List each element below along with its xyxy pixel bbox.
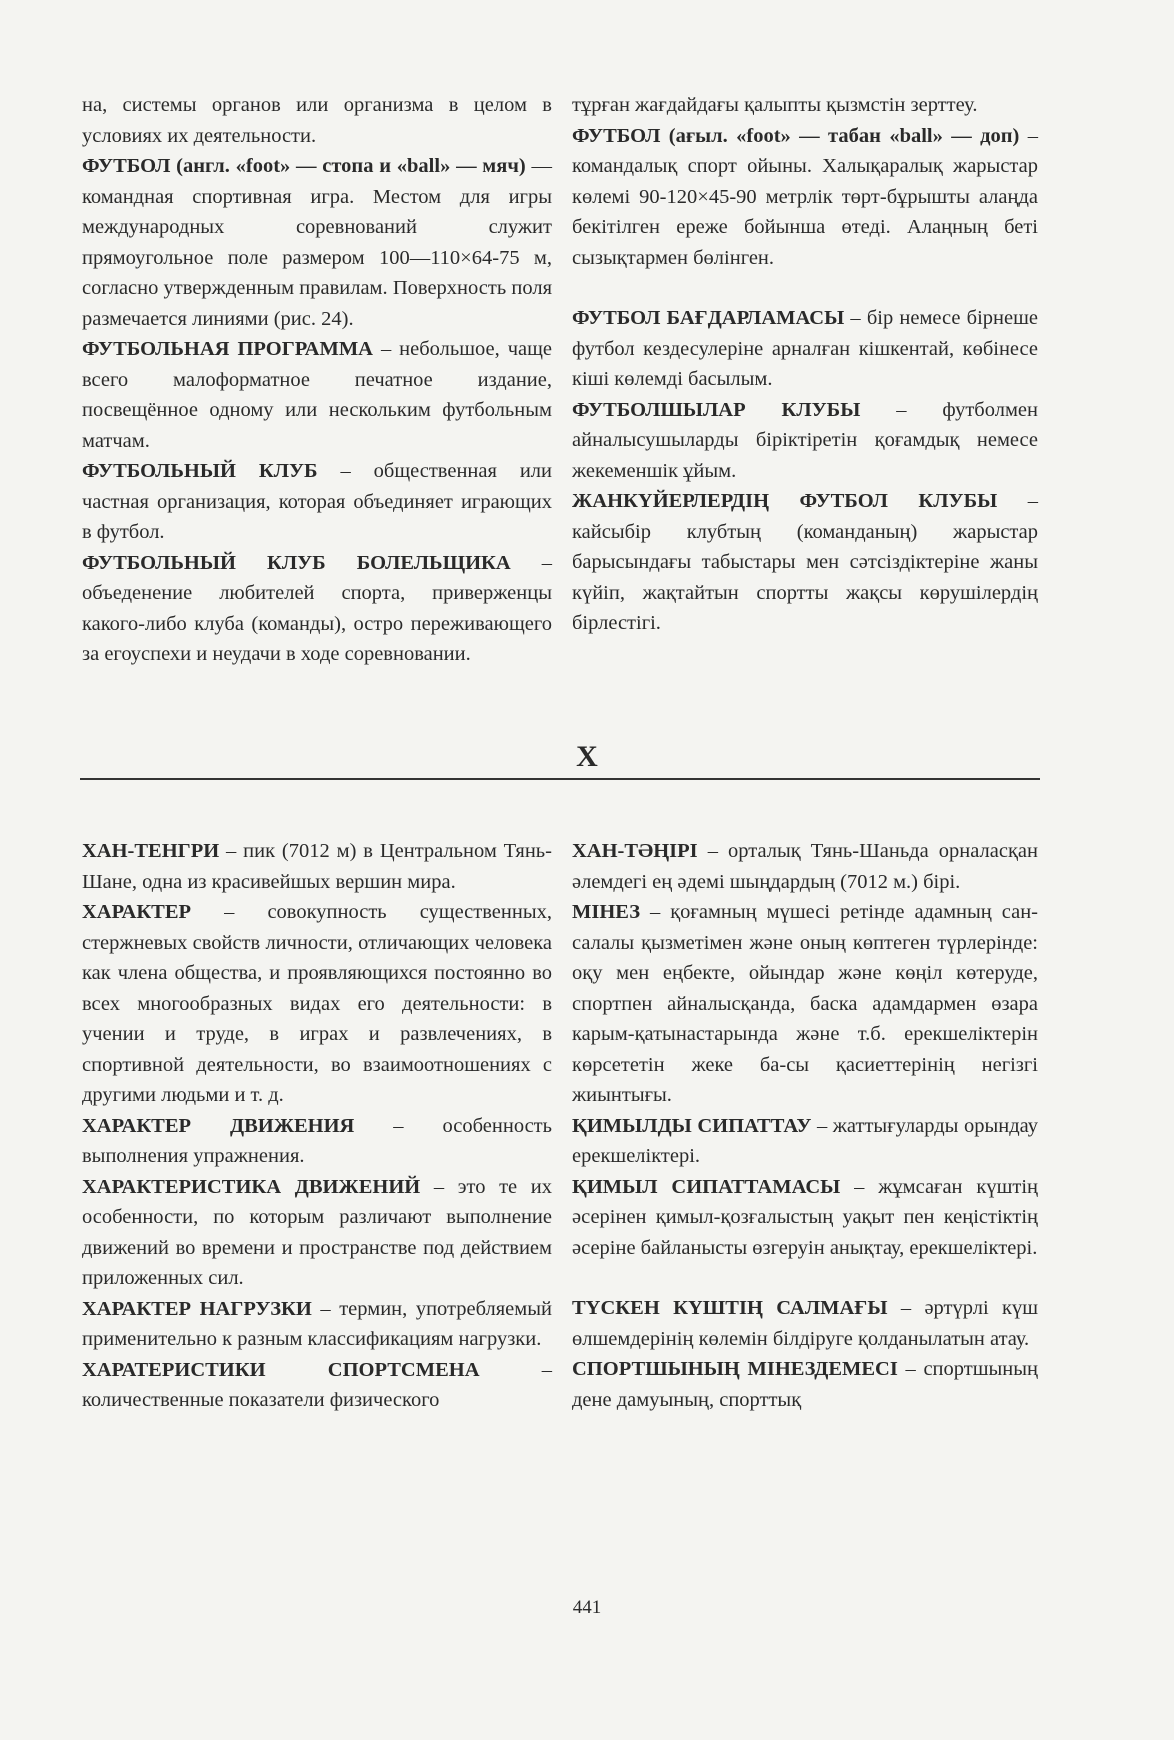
dictionary-entry <box>572 836 1038 897</box>
entry-term: ФУТБОЛ БАҒДАРЛАМАСЫ <box>572 307 845 329</box>
page-number: 441 <box>572 1597 602 1618</box>
entry-definition: – совокупность существенных, стержневых свойств личности, отличающих человека как члена общества, и проявляющихся постоянно во всех многообразных видах его деятельности: в учении и труде, в играх и развлечениях, в спортивной деятельности, во взаимоотношениях с другими людьми и т. д. <box>82 901 552 1106</box>
entry-term: ХАН-ТЕНГРИ <box>82 840 220 862</box>
entry-term: ФУТБОЛ (англ. «foot» — стопа и «ball» — мяч) <box>82 155 526 177</box>
entry-definition: – жұмсаған күштің әсерінен қимыл-қозғалыстың уақыт пен кеңістіктің әсеріне байланысты өзгеруін анықтау, ерекшеліктері. <box>572 1175 1038 1259</box>
entry-term: ҚИМЫЛДЫ СИПАТТАУ <box>572 1114 812 1137</box>
entry-definition: – спортшының дене дамуының, спорттық <box>572 1358 1038 1411</box>
entry-definition: – пик (7012 м) в Центральном Тянь-Шане, одна из красивейшых вершин мира. <box>82 840 552 893</box>
dictionary-entry <box>82 548 552 670</box>
dictionary-entry <box>572 1172 1038 1264</box>
section-divider <box>80 778 1040 780</box>
dictionary-entry <box>572 121 1038 274</box>
dictionary-entry <box>82 1355 552 1416</box>
dictionary-entry <box>572 90 1038 121</box>
dictionary-entry <box>82 1111 552 1172</box>
entry-term: ФУТБОЛЬНАЯ ПРОГРАММА <box>82 338 373 360</box>
entry-term: ХАРАКТЕР <box>82 901 192 923</box>
entry-definition: – термин, употребляемый применительно к разным классификациям нагрузки. <box>82 1297 552 1350</box>
dictionary-entry <box>572 303 1038 395</box>
entry-definition: – это те их особенности, по которым различают выполнение движений во времени и пространстве под действием приложенных сил. <box>82 1175 552 1289</box>
entry-definition: – командалық спорт ойыны. Халықаралық жарыстар көлемі 90-120×45-90 метрлік төрт-бұрышты алаңда бекітілген ереже бойынша өтеді. Алаңның беті сызықтармен бөлінген. <box>572 124 1039 269</box>
entry-term: ФУТБОЛЬНЫЙ КЛУБ БОЛЕЛЬЩИКА <box>82 551 511 574</box>
entry-term: ЖАНКҮЙЕРЛЕРДІҢ ФУТБОЛ КЛУБЫ <box>572 490 998 512</box>
dictionary-entry <box>82 151 552 334</box>
kazakh-entries-bottom <box>572 836 1038 1415</box>
entry-definition: — командная спортивная игра. Местом для игры международных соревнований служит прямоугольное поле размером 100—110×64-75 м, согласно утвержденным правилам. Поверхность поля размечается линиями (рис. 24). <box>82 155 552 330</box>
entry-term: ХАРАКТЕРИСТИКА ДВИЖЕНИЙ <box>82 1175 421 1198</box>
entry-term: СПОРТШЫНЫҢ МІНЕЗДЕМЕСІ <box>572 1358 898 1380</box>
entry-term: ФУТБОЛ (ағыл. «foot» — табан «ball» — доп) <box>572 124 1020 147</box>
russian-entries-top <box>82 90 552 670</box>
dictionary-entry <box>572 486 1038 639</box>
dictionary-entry <box>82 836 552 897</box>
entry-definition: – небольшое, чаще всего малоформатное печатное издание, посвещённое одному или нескольким футбольным матчам. <box>82 338 552 452</box>
entry-term: МІНЕЗ <box>572 901 641 923</box>
entry-term: ХАН-ТӘҢІРІ <box>572 840 698 862</box>
entry-definition: – общественная или частная организация, которая объединяет играющих в футбол. <box>82 460 552 543</box>
dictionary-entry <box>572 1111 1038 1172</box>
dictionary-entry <box>82 897 552 1111</box>
dictionary-entry <box>82 334 552 456</box>
entry-term: ХАРАКТЕР НАГРУЗКИ <box>82 1297 312 1320</box>
entry-definition: – орталық Тянь-Шаньда орналасқан әлемдегі ең әдемі шыңдардың (7012 м.) бірі. <box>572 840 1038 893</box>
section-letter: Х <box>576 740 598 773</box>
entry-term: ХАРАТЕРИСТИКИ СПОРТСМЕНА <box>82 1358 480 1381</box>
entry-term: ҚИМЫЛ СИПАТТАМАСЫ <box>572 1175 841 1198</box>
dictionary-entry <box>82 1172 552 1294</box>
kazakh-entries-top <box>572 90 1038 639</box>
dictionary-entry <box>82 1294 552 1355</box>
entry-term: ФУТБОЛШЫЛАР КЛУБЫ <box>572 398 861 421</box>
dictionary-entry <box>572 1354 1038 1415</box>
entry-definition: на, системы органов или организма в целом в условиях их деятельности. <box>82 94 552 147</box>
entry-definition: – әртүрлі күш өлшемдерінің көлемін білдіруге қолданылатын атау. <box>572 1297 1038 1350</box>
dictionary-entry <box>572 1293 1038 1354</box>
russian-entries-bottom <box>82 836 552 1416</box>
dictionary-entry <box>572 897 1038 1111</box>
entry-term: ФУТБОЛЬНЫЙ КЛУБ <box>82 460 318 482</box>
entry-definition: – количественные показатели физического <box>82 1358 552 1411</box>
entry-definition: – бір немесе бірнеше футбол кездесулеріне арналған кішкентай, көбінесе кіші көлемді басылым. <box>572 307 1038 390</box>
entry-definition: – жаттығуларды орындау ерекшеліктері. <box>572 1114 1038 1167</box>
dictionary-entry <box>82 456 552 548</box>
entry-definition: – особенность выполнения упражнения. <box>82 1114 552 1167</box>
entry-term: ХАРАКТЕР ДВИЖЕНИЯ <box>82 1114 355 1137</box>
entry-definition: – кайсыбір клубтың (команданың) жарыстар барысындағы табыстары мен сәтсіздіктеріне жаны күйіп, жақтайтын спортты жақсы көрушілердің бірлестігі. <box>572 490 1038 634</box>
entry-term: ТҮСКЕН КҮШТІҢ САЛМАҒЫ <box>572 1297 888 1319</box>
entry-definition: тұрған жағдайдағы қалыпты қызмстін зерттеу. <box>572 94 978 116</box>
dictionary-entry <box>82 90 552 151</box>
entry-definition: – қоғамның мүшесі ретінде адамның сан-салалы қызметімен және оның көптеген түрлерінде: оқу мен еңбекте, ойындар және көңіл көтеруде, спортпен айналысқанда, баска адамдармен өзара карым-қатынастарында және т.б. ерекшеліктерін көрсететін жеке ба-сы қасиеттерінің негізгі жиынтығы. <box>572 901 1038 1106</box>
dictionary-entry <box>572 395 1038 487</box>
entry-definition: – объеденение любителей спорта, приверженцы какого-либо клуба (команды), остро переживающего за егоуспехи и неудачи в ходе соревновании. <box>82 551 552 665</box>
entry-definition: – футболмен айналысушыларды біріктіретін қоғамдық немесе жекеменшік ұйым. <box>572 398 1038 482</box>
